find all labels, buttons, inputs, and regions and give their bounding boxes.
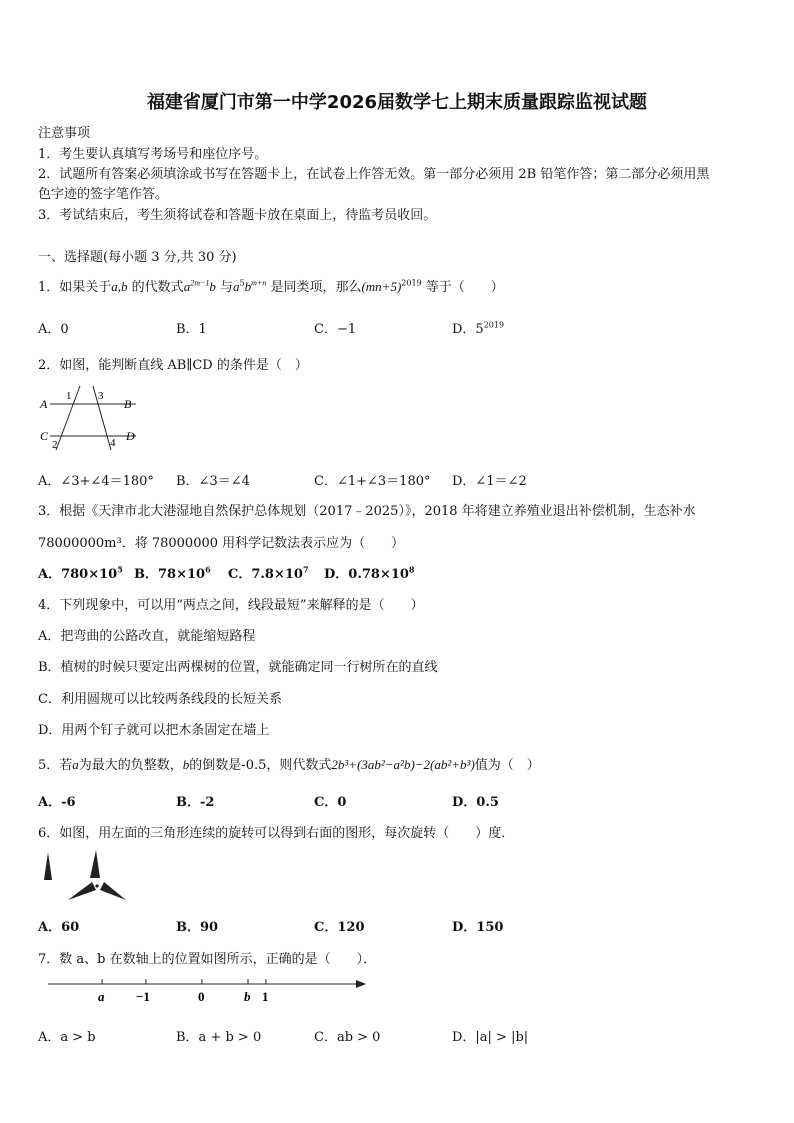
- axis-label-neg1: −1: [136, 989, 150, 1004]
- q3-option-c: C．$7.8\times 10^7$: [228, 564, 309, 582]
- question-2-stem: 2．如图，能判断直线 AB∥CD 的条件是（ ）: [38, 358, 308, 373]
- axis-label-b: b: [244, 989, 251, 1004]
- q4-option-c: C．利用圆规可以比较两条线段的长短关系: [38, 692, 282, 707]
- axis-label-0: 0: [198, 989, 205, 1004]
- q7-option-a: A．a > b: [38, 1030, 96, 1045]
- q7-option-b: B．a + b > 0: [176, 1030, 262, 1045]
- rotated-triangle-left: [68, 882, 96, 900]
- question-3-line2: 78000000m³．将 78000000 用科学记数法表示应为（ ）: [38, 536, 405, 551]
- fig-label-1: 1: [66, 390, 72, 402]
- q6-option-a: A．60: [38, 920, 80, 935]
- axis-label-a: a: [98, 989, 105, 1004]
- q1-option-b: B．1: [176, 322, 207, 337]
- notice-item-1: 1．考生要认真填写考场号和座位序号。: [38, 147, 268, 162]
- q2-option-a: A．∠3+∠4＝180°: [38, 474, 154, 489]
- q5-option-a: A．-6: [38, 795, 76, 810]
- question-1-stem: 1．如果关于a,b 的代数式$a^{2m-1}b$ 与$a^5b^{m+n}$ 是同类项，那么$(mn+5)^{2019}$ 等于（ ）: [38, 278, 504, 295]
- single-triangle-shape: [44, 852, 52, 880]
- q1-option-a: A．0: [38, 322, 69, 337]
- rotation-center-dot: [95, 884, 98, 887]
- q1-option-c: C．−1: [314, 322, 357, 337]
- q5-option-b: B．-2: [176, 795, 215, 810]
- q6-figure: [38, 846, 138, 906]
- notice-heading: 注意事项: [38, 126, 91, 141]
- q7-option-d: D．|a| > |b|: [452, 1030, 529, 1045]
- q2-option-b: B．∠3＝∠4: [176, 474, 250, 489]
- q3-option-a: A．$780\times 10^5$: [38, 564, 123, 582]
- question-7-stem: 7．数 a、b 在数轴上的位置如图所示，正确的是（ ）．: [38, 952, 377, 967]
- fig-label-D: D: [126, 429, 135, 443]
- q4-option-d: D．用两个钉子就可以把木条固定在墙上: [38, 723, 270, 738]
- fig-label-2: 2: [52, 439, 58, 451]
- axis-label-1: 1: [262, 989, 269, 1004]
- q2-option-c: C．∠1+∠3＝180°: [314, 474, 431, 489]
- q2-option-d: D．∠1＝∠2: [452, 474, 527, 489]
- question-3-line1: 3．根据《天津市北大港湿地自然保护总体规划（2017﹣2025）》，2018 年将建立养殖业退出补偿机制，生态补水: [38, 504, 696, 519]
- q1-option-d: D．$5^{2019}$: [452, 320, 505, 337]
- notice-item-3: 3．考试结束后，考生须将试卷和答题卡放在桌面上，待监考员收回。: [38, 208, 437, 223]
- q7-number-line: [44, 972, 374, 1008]
- q4-option-a: A．把弯曲的公路改直，就能缩短路程: [38, 629, 256, 644]
- rotated-triangle-right: [100, 882, 126, 900]
- q7-option-c: C．ab > 0: [314, 1030, 381, 1045]
- q5-option-d: D．0.5: [452, 795, 499, 810]
- fig-label-4: 4: [110, 437, 116, 449]
- notice-item-2-cont: 色字迹的签字笔作答。: [38, 187, 169, 202]
- fig-label-3: 3: [98, 390, 104, 402]
- fig-label-B: B: [124, 397, 132, 411]
- page-title: 福建省厦门市第一中学2026届数学七上期末质量跟踪监视试题: [146, 92, 648, 113]
- q3-option-b: B．$78\times 10^6$: [134, 564, 211, 582]
- q6-option-c: C．120: [314, 920, 365, 935]
- q6-option-b: B．90: [176, 920, 219, 935]
- notice-item-2: 2．试题所有答案必须填涂或书写在答题卡上，在试卷上作答无效。第一部分必须用 2B 铅笔作答；第二部分必须用黑: [38, 167, 710, 182]
- q3-option-d: D．$0.78\times 10^8$: [324, 564, 415, 582]
- q2-figure: [36, 380, 146, 452]
- q4-option-b: B．植树的时候只要定出两棵树的位置，就能确定同一行树所在的直线: [38, 660, 438, 675]
- question-6-stem: 6．如图，用左面的三角形连续的旋转可以得到右面的图形，每次旋转（ ）度．: [38, 826, 515, 841]
- fig-label-C: C: [40, 429, 49, 443]
- question-5-stem: 5．若a为最大的负整数，b的倒数是-0.5，则代数式2b³+(3ab²−a²b)−2(ab²+b³)值为（ ）: [38, 757, 540, 773]
- section-heading: 一、选择题(每小题 3 分,共 30 分): [38, 250, 237, 265]
- fig-label-A: A: [40, 397, 48, 411]
- rotated-triangle-top: [90, 850, 100, 878]
- q5-option-c: C．0: [314, 795, 347, 810]
- question-4-stem: 4．下列现象中，可以用“两点之间，线段最短”来解释的是（ ）: [38, 598, 424, 613]
- q6-option-d: D．150: [452, 920, 504, 935]
